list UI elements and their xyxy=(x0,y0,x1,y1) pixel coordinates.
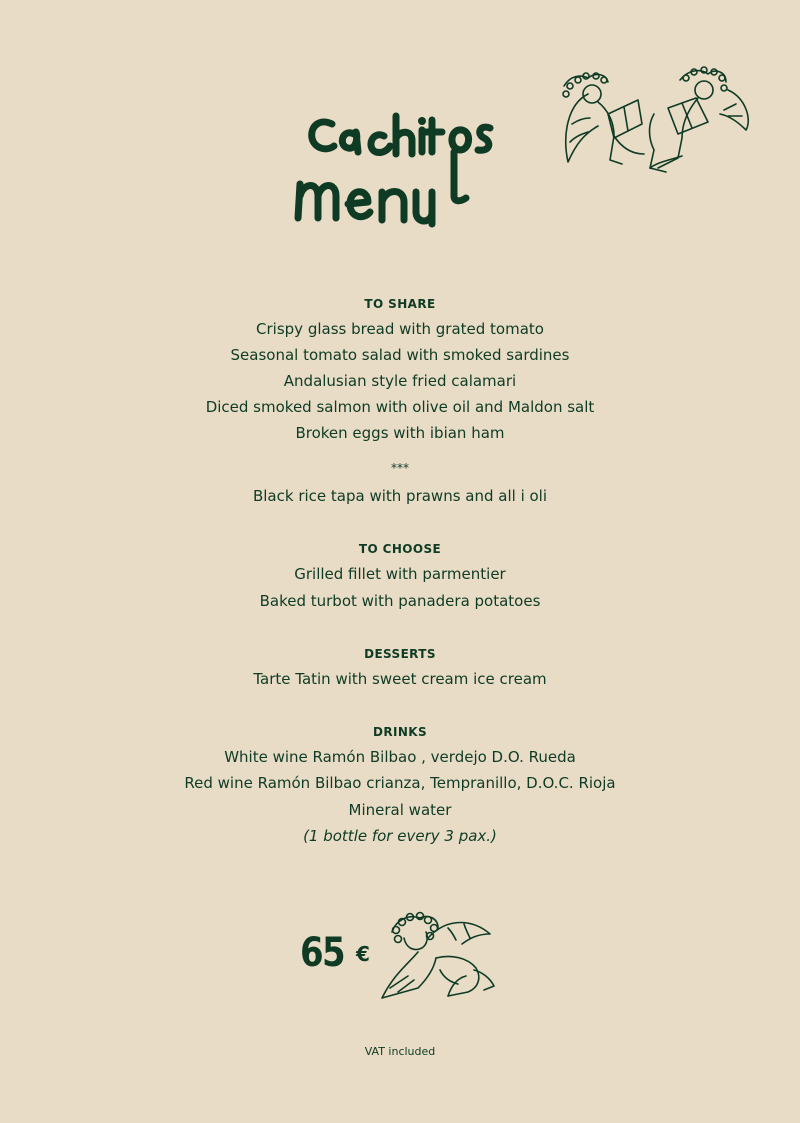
menu-item: Andalusian style fried calamari xyxy=(283,372,517,390)
reclining-angel-illustration xyxy=(378,908,503,1003)
menu-item: Seasonal tomato salad with smoked sardines xyxy=(230,346,570,364)
menu-item: Broken eggs with ibian ham xyxy=(295,424,505,442)
price-block xyxy=(300,908,505,1003)
menu-item: Grilled fillet with parmentier xyxy=(294,565,506,583)
drinks-note: (1 bottle for every 3 pax.) xyxy=(303,827,497,845)
heading-desserts: DESSERTS xyxy=(364,647,436,661)
reading-angels-illustration xyxy=(558,64,753,176)
menu-item: Red wine Ramón Bilbao crianza, Tempranillo, D.O.C. Rioja xyxy=(184,774,616,792)
menu-item: Black rice tapa with prawns and all i oli xyxy=(252,487,548,505)
vat-note: VAT included xyxy=(364,1045,436,1058)
menu-item: Tarte Tatin with sweet cream ice cream xyxy=(253,670,547,688)
heading-to-share: TO SHARE xyxy=(364,297,436,311)
menu-item: Crispy glass bread with grated tomato xyxy=(256,320,544,338)
separator-stars: *** xyxy=(391,461,409,475)
angel-drawing xyxy=(378,908,503,1003)
currency-symbol: € xyxy=(356,942,370,966)
menu-item: White wine Ramón Bilbao , verdejo D.O. Rueda xyxy=(224,748,576,766)
logo-lettering xyxy=(292,112,497,237)
heading-to-choose: TO CHOOSE xyxy=(358,542,442,556)
menu-item: Mineral water xyxy=(348,801,452,819)
heading-drinks: DRINKS xyxy=(372,725,428,739)
menu-item: Diced smoked salmon with olive oil and Maldon salt xyxy=(205,398,595,416)
menu-item: Baked turbot with panadera potatoes xyxy=(259,592,541,610)
cachitos-menu-logo xyxy=(292,112,497,237)
price-amount: 65 xyxy=(300,930,344,976)
angels-drawing xyxy=(558,64,753,176)
